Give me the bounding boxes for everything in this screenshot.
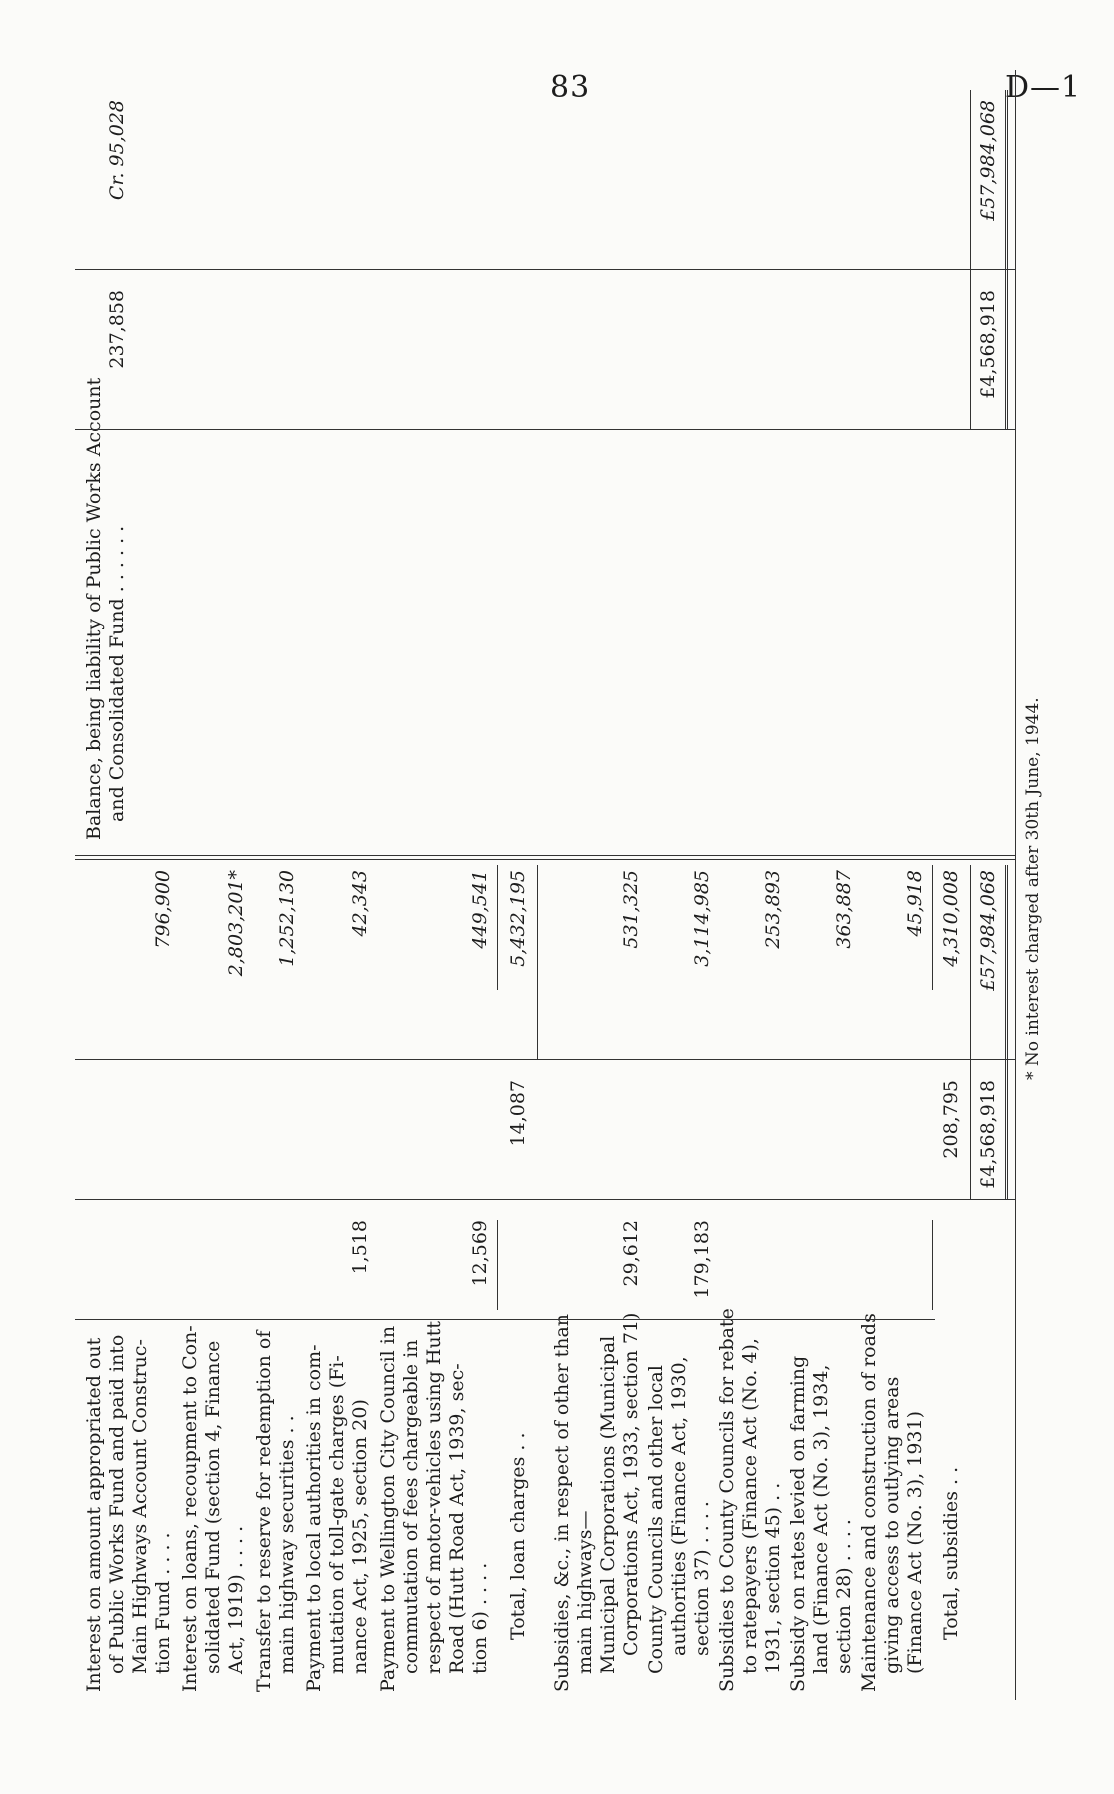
item-amount: 449,541 [469, 870, 491, 949]
page-reference: D—1 [1005, 70, 1082, 105]
item-line: Total, subsidies . . [940, 1466, 962, 1640]
rule [497, 1220, 498, 1310]
right-grand-total-outer: £57,984,068 [977, 100, 999, 221]
page-number: 83 [550, 70, 591, 105]
rule [497, 865, 498, 990]
double-rule [1005, 865, 1011, 1200]
right-grand-total-mid: £4,568,918 [977, 290, 999, 399]
balance-line: and Consolidated Fund . . . . . . [106, 525, 128, 822]
double-rule [1005, 90, 1011, 430]
rotated-table [75, 70, 1055, 1700]
rule [932, 1220, 933, 1310]
item-line: nance Act, 1925, section 20) [349, 1399, 371, 1674]
rule [970, 90, 971, 430]
item-amount: 45,918 [904, 870, 926, 937]
item-line: commutation of fees chargeable in [400, 1339, 422, 1674]
item-line: County Councils and other local [645, 1365, 667, 1674]
item-inner-amount: 179,183 [691, 1220, 713, 1299]
item-line: to ratepayers (Finance Act (No. 4), [739, 1338, 761, 1674]
column-rule [75, 1199, 1015, 1200]
footnote: * No interest charged after 30th June, 1944. [1023, 697, 1043, 1080]
item-amount: 3,114,985 [691, 870, 713, 967]
item-line: authorities (Finance Act, 1930, [668, 1356, 690, 1656]
item-line: giving access to outlying areas [881, 1376, 903, 1674]
item-line: main highways— [574, 1510, 596, 1674]
item-line: main highway securities . . [276, 1415, 298, 1674]
item-line: Transfer to reserve for redemption of [253, 1330, 275, 1692]
item-line: (Finance Act (No. 3), 1931) [904, 1410, 926, 1674]
center-divider [75, 855, 1015, 856]
item-amount: 2,803,201* [225, 870, 247, 977]
center-divider [75, 859, 1015, 860]
item-line: tion 6) . . . . [469, 1562, 491, 1674]
item-inner-amount: 29,612 [620, 1220, 642, 1287]
item-line: section 28) . . . . [833, 1519, 855, 1674]
left-grand-total-outer: £57,984,068 [977, 870, 999, 991]
item-amount: 1,252,130 [276, 870, 298, 967]
item-line: solidated Fund (section 4, Finance [202, 1340, 224, 1674]
item-line: Payment to Wellington City Council in [377, 1325, 399, 1692]
balance-mid-amount: 237,858 [106, 290, 128, 369]
item-line: Interest on amount appropriated out [83, 1337, 105, 1692]
column-rule [75, 1319, 935, 1320]
item-line: Subsidies, &c., in respect of other than [551, 1313, 573, 1692]
item-line: Maintenance and construction of roads [858, 1313, 880, 1692]
item-line: of Public Works Fund and paid into [106, 1334, 128, 1674]
item-line: 1931, section 45) . . [762, 1482, 784, 1674]
item-amount: 253,893 [762, 870, 784, 949]
item-line: Interest on loans, recoupment to Con- [179, 1325, 201, 1692]
item-line: Act, 1919) . . . . [225, 1525, 247, 1674]
item-line: respect of motor-vehicles using Hutt [423, 1321, 445, 1674]
subsidies-mid-amount: 208,795 [940, 1080, 962, 1159]
rule [970, 865, 971, 1200]
item-amount: 42,343 [349, 870, 371, 937]
item-line: Municipal Corporations (Municipal [597, 1335, 619, 1674]
column-rule [75, 269, 1015, 270]
column-rule [75, 429, 1015, 430]
item-amount: 531,325 [620, 870, 642, 949]
bottom-rule [1015, 70, 1016, 1700]
left-grand-total-mid: £4,568,918 [977, 1080, 999, 1189]
item-amount: 363,887 [833, 870, 855, 949]
loan-charges-mid-amount: 14,087 [507, 1080, 529, 1147]
item-line: Subsidy on rates levied on farming [787, 1355, 809, 1692]
rule [932, 865, 933, 990]
rule [537, 865, 538, 1060]
item-line: land (Finance Act (No. 3), 1934, [810, 1364, 832, 1674]
balance-line: Balance, being liability of Public Works Account [83, 377, 105, 840]
item-inner-amount: 1,518 [349, 1220, 371, 1275]
item-line: Total, loan charges . . [507, 1432, 529, 1640]
item-line: section 37) . . . . [691, 1501, 713, 1656]
item-amount: 796,900 [152, 870, 174, 949]
item-line: tion Fund . . . . [152, 1532, 174, 1674]
item-line: Payment to local authorities in com- [303, 1344, 325, 1692]
balance-outer-amount: Cr. 95,028 [106, 100, 128, 201]
item-line: Road (Hutt Road Act, 1939, sec- [446, 1363, 468, 1674]
item-line: mutation of toll-gate charges (Fi- [326, 1355, 348, 1674]
item-amount: 4,310,008 [940, 870, 962, 967]
item-amount: 5,432,195 [507, 870, 529, 967]
column-rule [75, 1059, 1015, 1060]
item-line: Subsidies to County Councils for rebate [716, 1308, 738, 1692]
item-line: Corporations Act, 1933, section 71) [620, 1312, 642, 1656]
item-line: Main Highways Account Construc- [129, 1339, 151, 1674]
item-inner-amount: 12,569 [469, 1220, 491, 1287]
